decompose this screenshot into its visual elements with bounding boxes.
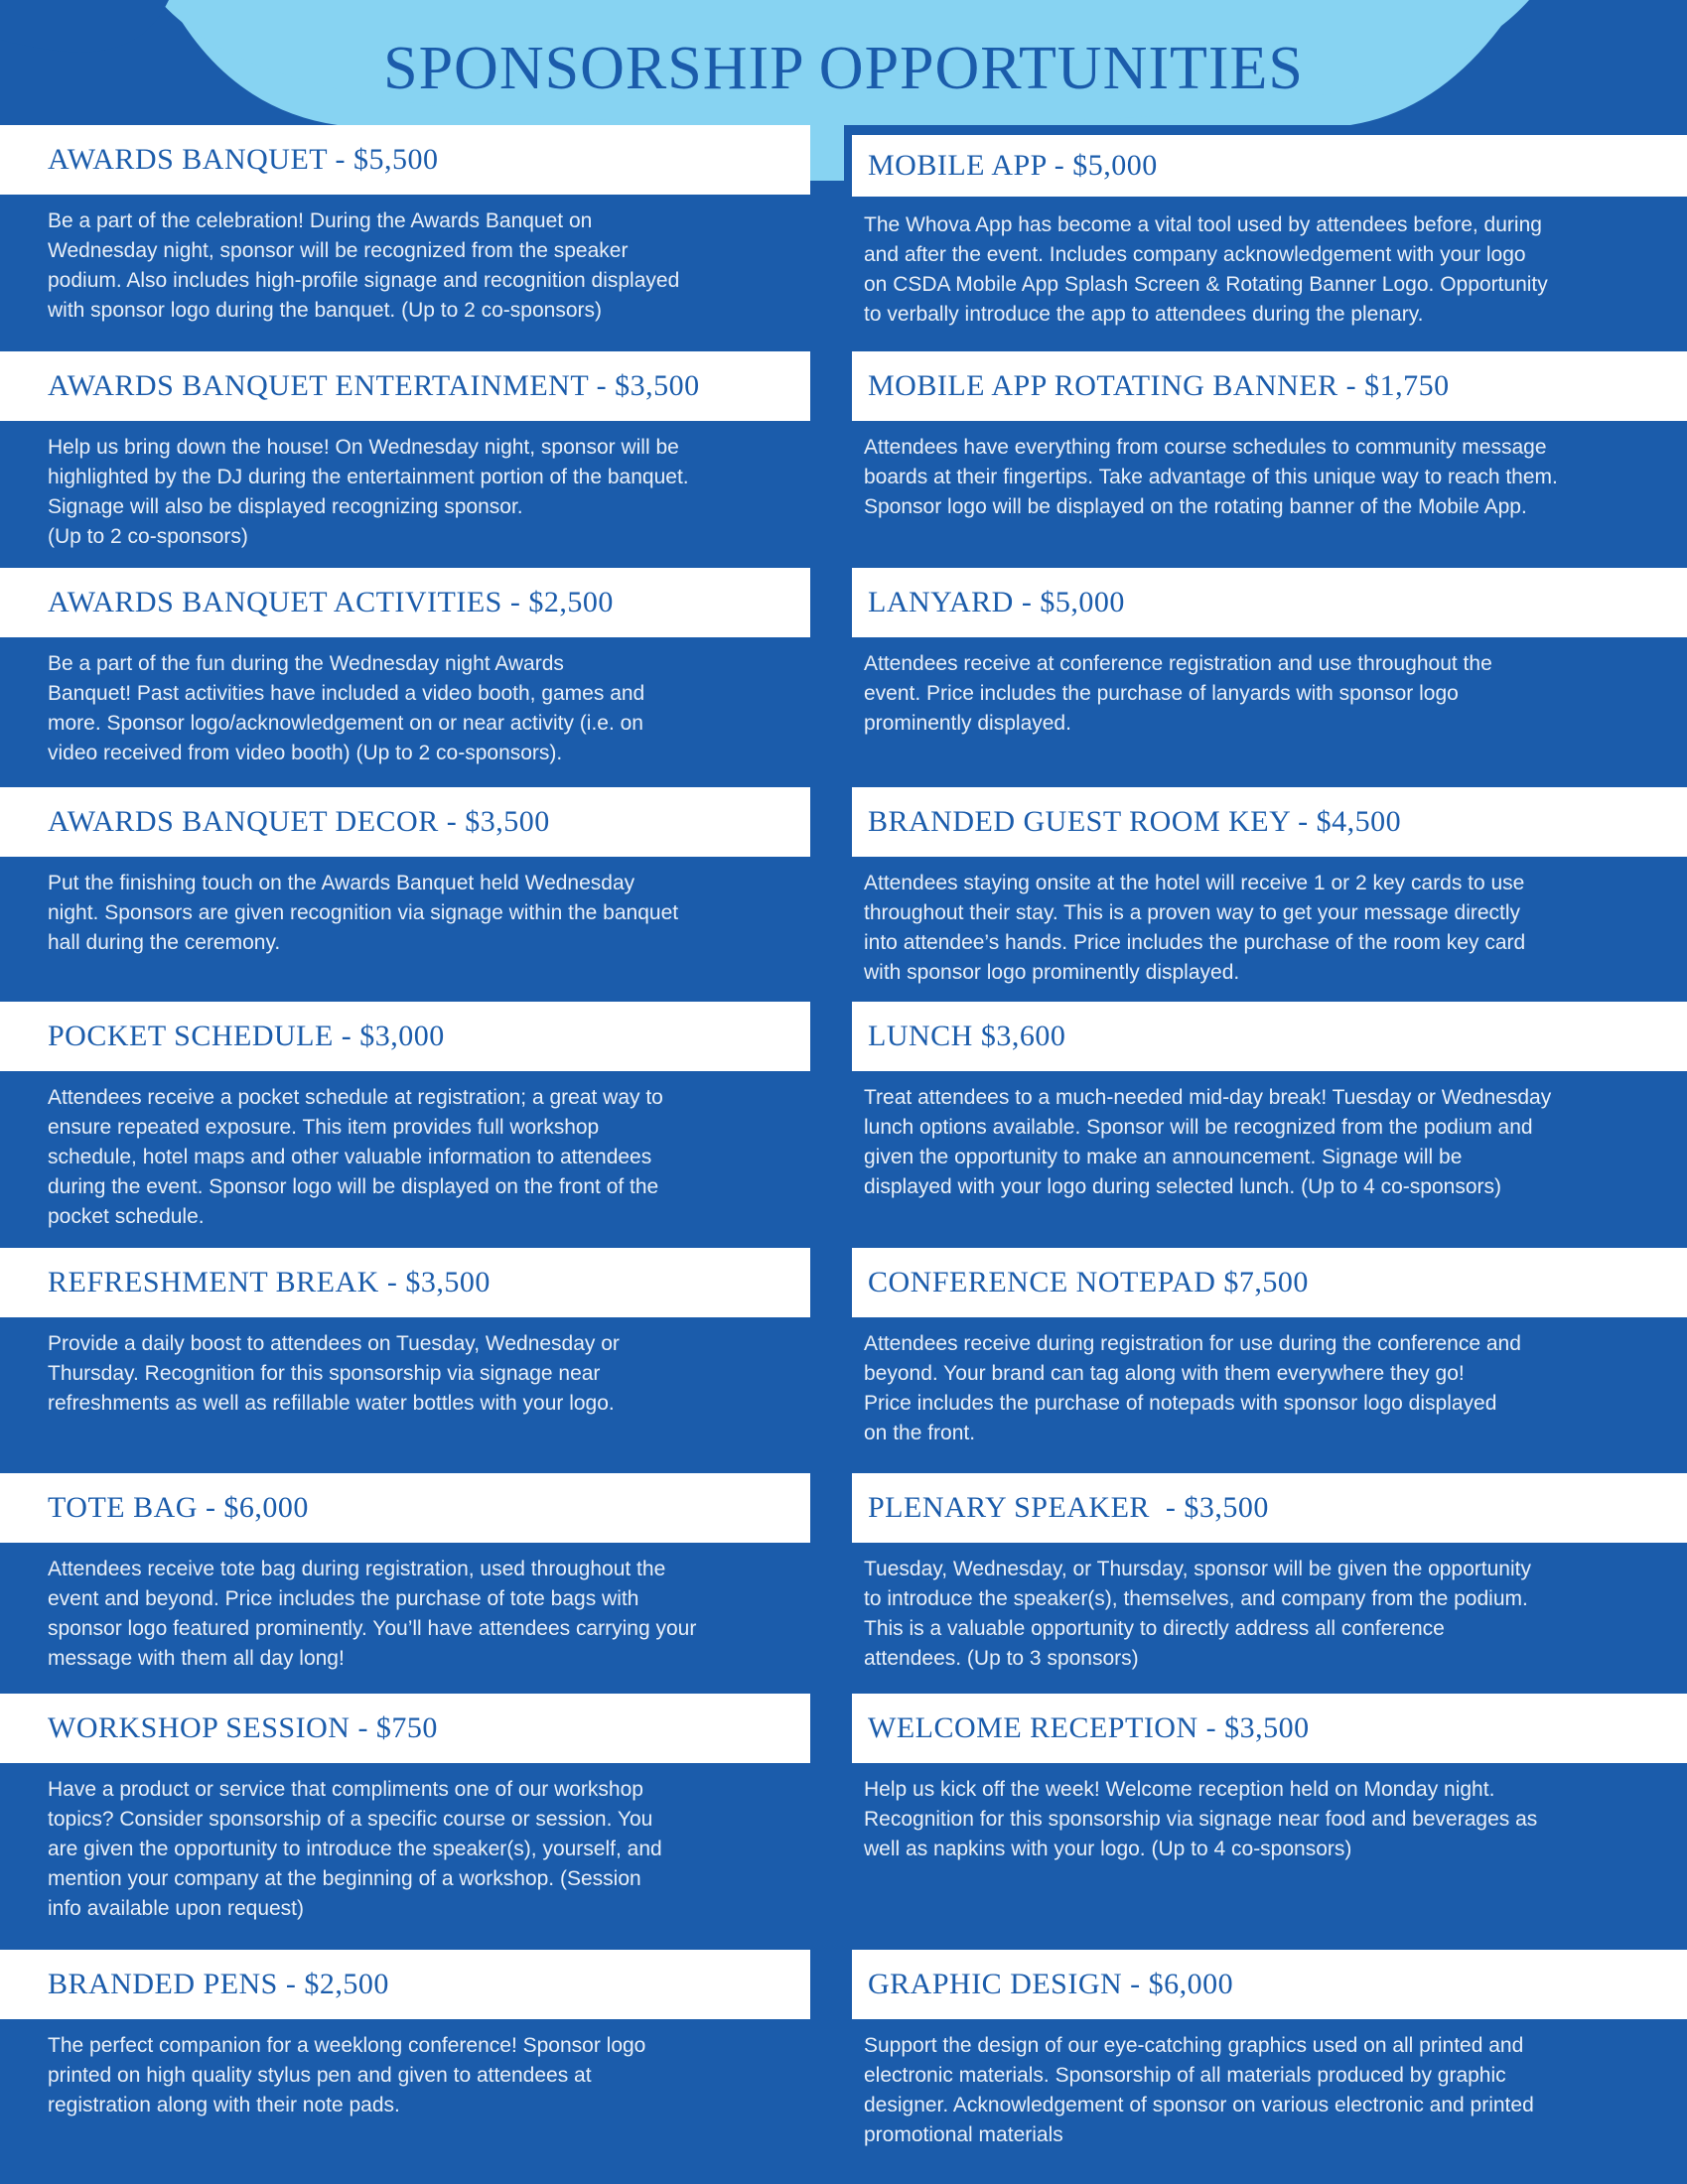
card-description: Attendees have everything from course schedules to community message boards at their fingertips. Take advantage of this unique way to reach them. Sponsor logo will be displayed on the rotating banner of the Mobile App. [864, 436, 1558, 518]
row-4 [0, 787, 1687, 1002]
card-description: Be a part of the celebration! During the Awards Banquet on Wednesday night, sponsor will be recognized from the speaker podium. Also includes high-profile signage and recognition displayed with sponsor logo during the banquet. (Up to 2 co-sponsors) [48, 209, 680, 322]
row-7 [0, 1473, 1687, 1694]
card-title: POCKET SCHEDULE - $3,000 [0, 1002, 810, 1071]
card-mobile-app-rotating-banner [852, 351, 1687, 568]
card-tote-bag [0, 1473, 810, 1694]
card-awards-banquet-entertainment [0, 351, 810, 568]
card-description: Attendees receive at conference registration and use throughout the event. Price includes the purchase of lanyards with sponsor logo prominently displayed. [864, 652, 1492, 735]
card-title: WELCOME RECEPTION - $3,500 [852, 1694, 1687, 1763]
card-title: REFRESHMENT BREAK - $3,500 [0, 1248, 810, 1317]
sponsorship-grid [0, 125, 1687, 2178]
card-graphic-design [852, 1950, 1687, 2178]
row-1 [0, 125, 1687, 351]
row-3 [0, 568, 1687, 787]
card-description: Attendees receive a pocket schedule at registration; a great way to ensure repeated exposure. This item provides full workshop schedule, hotel maps and other valuable information to attendees during the event. Sponsor logo will be displayed on the front of the pocket schedule. [48, 1086, 663, 1228]
page-title: SPONSORSHIP OPPORTUNITIES [383, 35, 1304, 102]
row-2 [0, 351, 1687, 568]
card-description: Be a part of the fun during the Wednesday night Awards Banquet! Past activities have included a video booth, games and more. Sponsor logo/acknowledgement on or near activity (i.e. on video received from video booth) (Up to 2 co-sponsors). [48, 652, 645, 764]
card-title: PLENARY SPEAKER - $3,500 [852, 1473, 1687, 1543]
row-6 [0, 1248, 1687, 1473]
card-workshop-session [0, 1694, 810, 1950]
row-8 [0, 1694, 1687, 1950]
card-title: MOBILE APP ROTATING BANNER - $1,750 [852, 351, 1687, 421]
card-description: Attendees receive during registration for use during the conference and beyond. Your brand can tag along with them everywhere they go! Price includes the purchase of notepads with sponsor logo displayed on the front. [864, 1332, 1521, 1444]
card-awards-banquet-activities [0, 568, 810, 787]
card-title: AWARDS BANQUET ENTERTAINMENT - $3,500 [0, 351, 810, 421]
card-awards-banquet-decor [0, 787, 810, 1002]
card-title: AWARDS BANQUET - $5,500 [0, 125, 810, 195]
card-title: GRAPHIC DESIGN - $6,000 [852, 1950, 1687, 2019]
row-9 [0, 1950, 1687, 2178]
card-description: Attendees staying onsite at the hotel will receive 1 or 2 key cards to use throughout their stay. This is a proven way to get your message directly into attendee’s hands. Price includes the purchase of the room key card with sponsor logo prominently displayed. [864, 872, 1526, 984]
card-refreshment-break [0, 1248, 810, 1473]
card-description: Tuesday, Wednesday, or Thursday, sponsor will be given the opportunity to introduce the speaker(s), themselves, and company from the podium. This is a valuable opportunity to directly address all conference attendees. (Up to 3 sponsors) [864, 1558, 1531, 1670]
card-description: Provide a daily boost to attendees on Tuesday, Wednesday or Thursday. Recognition for this sponsorship via signage near refreshments as well as refillable water bottles with your logo. [48, 1332, 620, 1415]
row-5 [0, 1002, 1687, 1248]
card-branded-guest-room-key [852, 787, 1687, 1002]
card-lunch [852, 1002, 1687, 1248]
card-awards-banquet [0, 125, 810, 351]
card-welcome-reception [852, 1694, 1687, 1950]
card-description: Support the design of our eye-catching graphics used on all printed and electronic materials. Sponsorship of all materials produced by graphic designer. Acknowledgement of sponsor on various electronic and printed promotional materials [864, 2034, 1534, 2146]
card-lanyard [852, 568, 1687, 787]
card-title: AWARDS BANQUET DECOR - $3,500 [0, 787, 810, 857]
card-title: LANYARD - $5,000 [852, 568, 1687, 637]
card-title: TOTE BAG - $6,000 [0, 1473, 810, 1543]
card-title: BRANDED GUEST ROOM KEY - $4,500 [852, 787, 1687, 857]
card-description: Help us kick off the week! Welcome reception held on Monday night. Recognition for this sponsorship via signage near food and beverages as well as napkins with your logo. (Up to 4 co-sponsors) [864, 1778, 1538, 1860]
card-description: Put the finishing touch on the Awards Banquet held Wednesday night. Sponsors are given recognition via signage within the banquet hall during the ceremony. [48, 872, 679, 954]
card-description: Attendees receive tote bag during registration, used throughout the event and beyond. Price includes the purchase of tote bags with sponsor logo featured prominently. You’ll have attendees carrying your message with them all day long! [48, 1558, 697, 1670]
card-description: The Whova App has become a vital tool used by attendees before, during and after the event. Includes company acknowledgement with your logo on CSDA Mobile App Splash Screen & Rotating Banner Logo. Opportunity to verbally introduce the app to attendees during the plenary. [864, 213, 1548, 326]
card-plenary-speaker [852, 1473, 1687, 1694]
card-branded-pens [0, 1950, 810, 2178]
card-mobile-app [852, 125, 1687, 351]
card-description: Help us bring down the house! On Wednesday night, sponsor will be highlighted by the DJ during the entertainment portion of the banquet. Signage will also be displayed recognizing sponsor. (Up to 2 co-sponsors) [48, 436, 689, 548]
card-title: LUNCH $3,600 [852, 1002, 1687, 1071]
card-pocket-schedule [0, 1002, 810, 1248]
card-description: Treat attendees to a much-needed mid-day break! Tuesday or Wednesday lunch options available. Sponsor will be recognized from the podium and given the opportunity to make an announcement. Signage will be displayed with your logo during selected lunch. (Up to 4 co-sponsors) [864, 1086, 1552, 1198]
card-title: CONFERENCE NOTEPAD $7,500 [852, 1248, 1687, 1317]
card-title: BRANDED PENS - $2,500 [0, 1950, 810, 2019]
card-title: WORKSHOP SESSION - $750 [0, 1694, 810, 1763]
card-conference-notepad [852, 1248, 1687, 1473]
card-title: MOBILE APP - $5,000 [852, 135, 1687, 197]
card-title: AWARDS BANQUET ACTIVITIES - $2,500 [0, 568, 810, 637]
card-description: Have a product or service that compliments one of our workshop topics? Consider sponsorship of a specific course or session. You are given the opportunity to introduce the speaker(s), yourself, and mention your company at the beginning of a workshop. (Session info available upon request) [48, 1778, 662, 1920]
card-description: The perfect companion for a weeklong conference! Sponsor logo printed on high quality stylus pen and given to attendees at registration along with their note pads. [48, 2034, 646, 2116]
